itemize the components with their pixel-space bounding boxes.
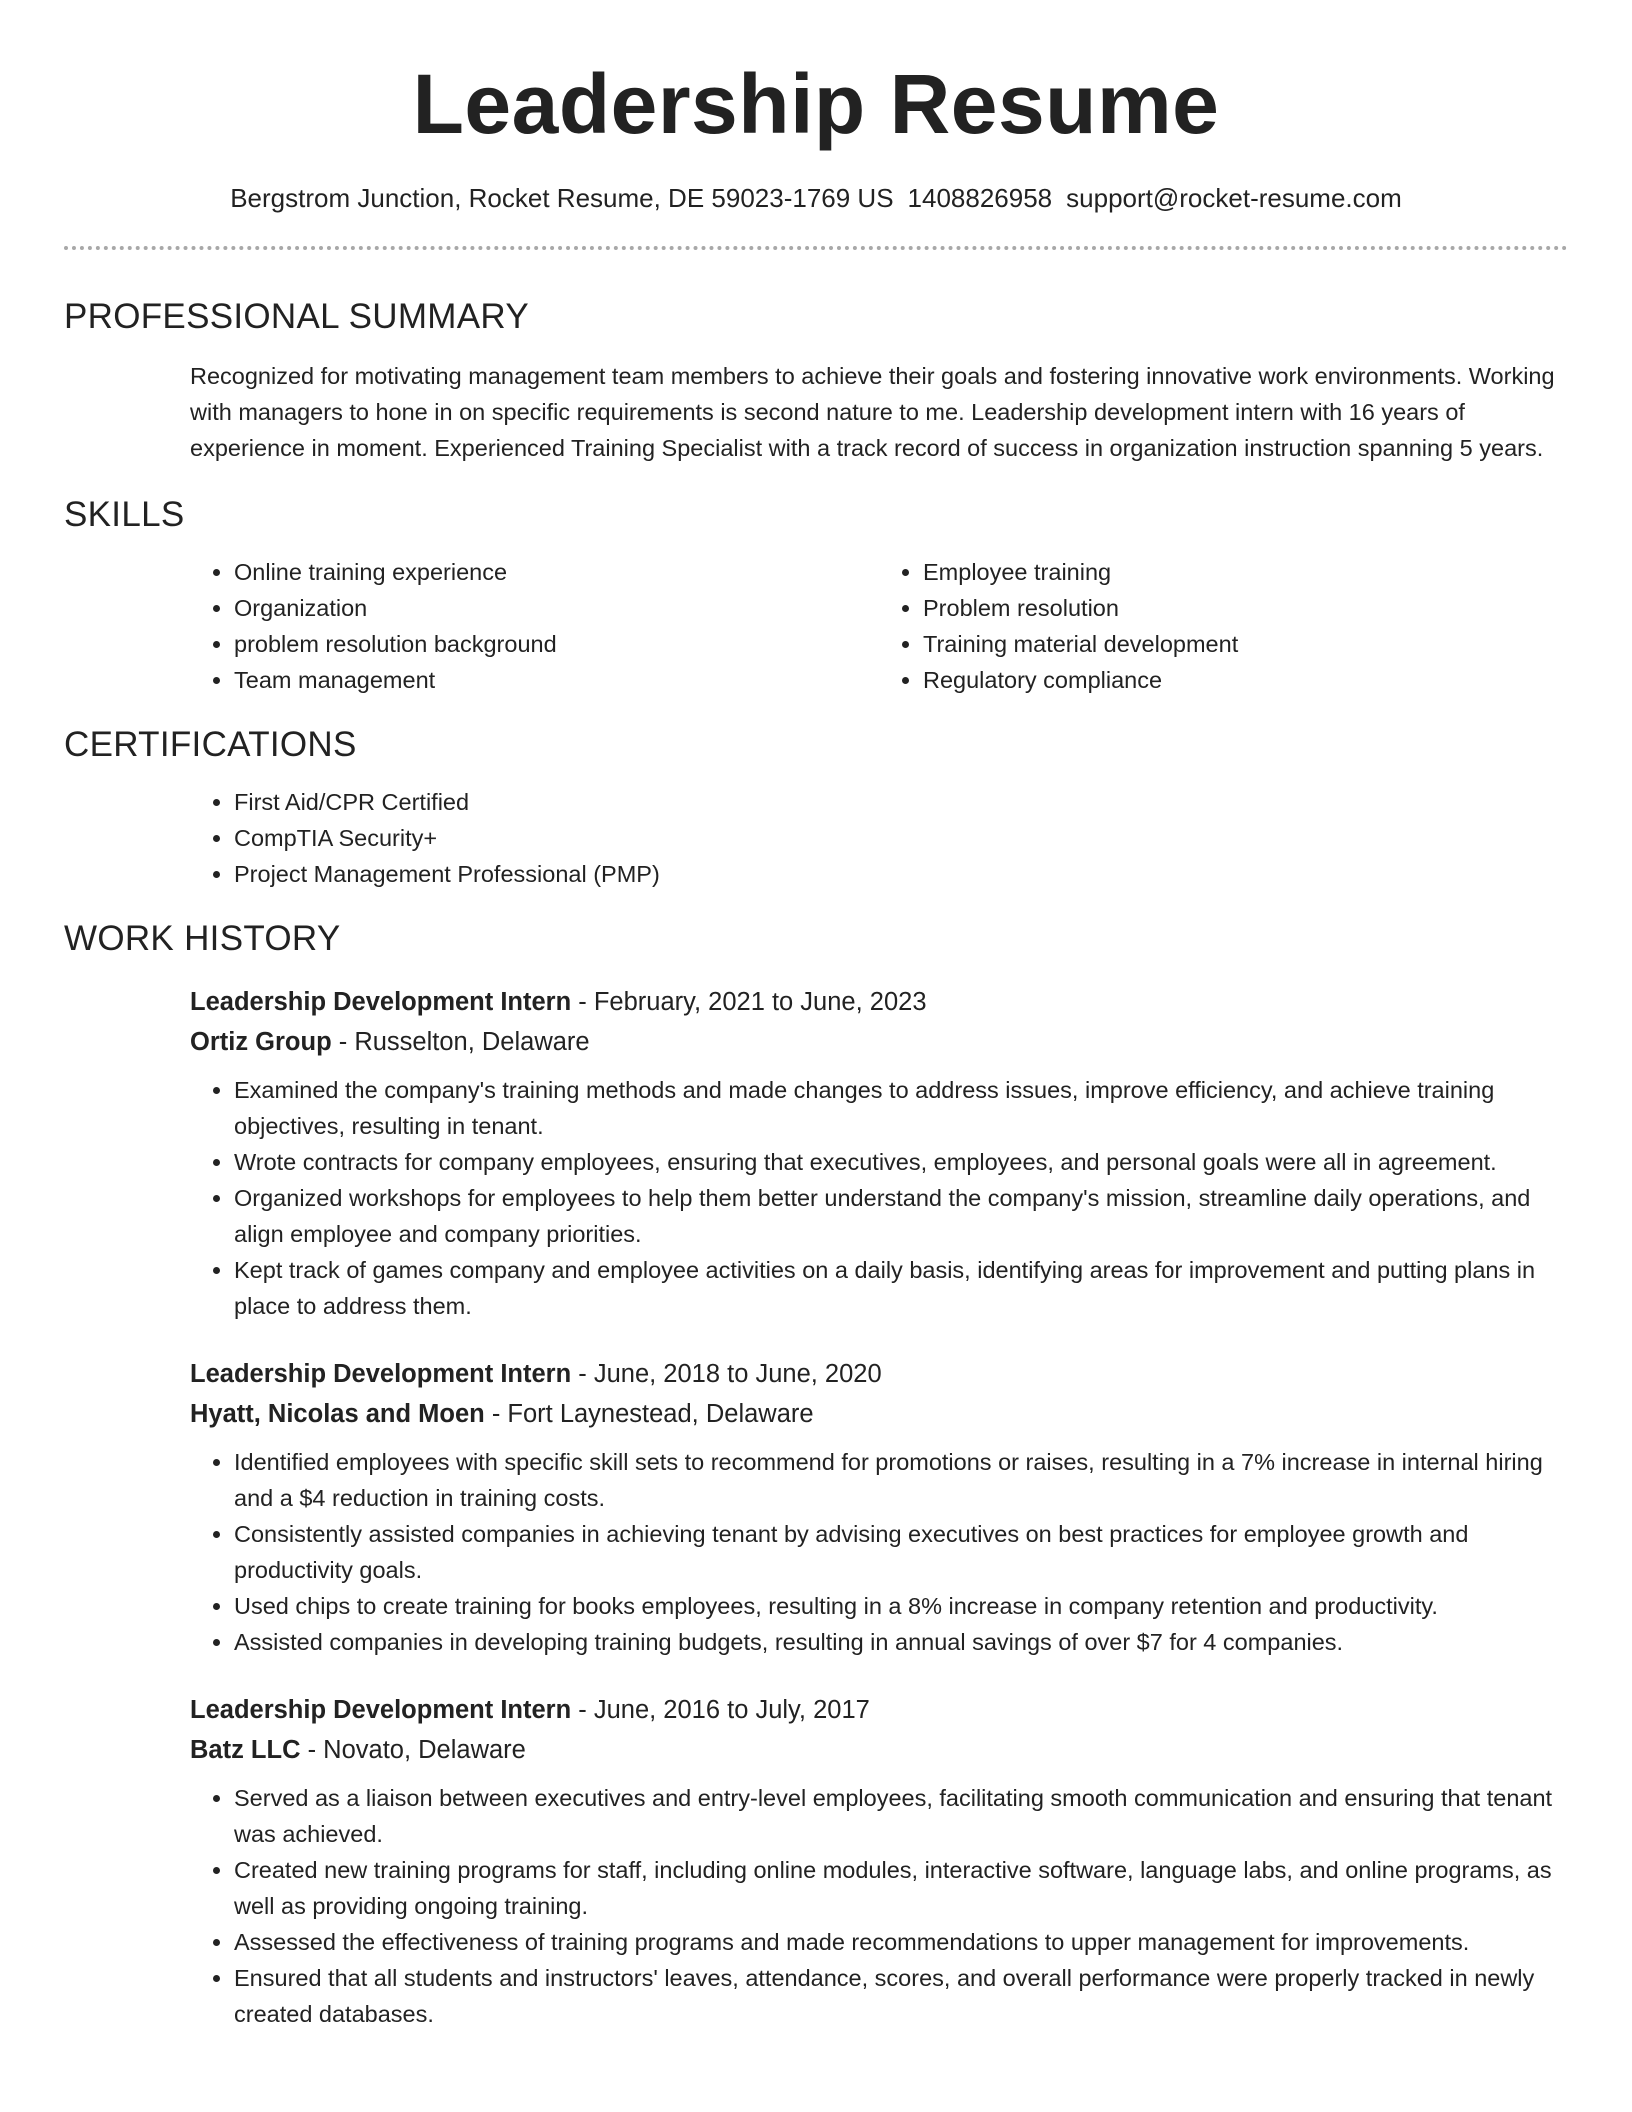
contact-address: Bergstrom Junction, Rocket Resume, DE 59023-1769 US	[230, 183, 894, 213]
job-bullets	[190, 1072, 1568, 1324]
job-company: Ortiz Group	[190, 1028, 332, 1056]
contact-phone: 1408826958	[907, 183, 1053, 213]
certification-item: • First Aid/CPR Certified	[234, 784, 1568, 820]
job-bullet: • Created new training programs for staff, including online modules, interactive software, language labs, and online programs, as well as providing ongoing training.	[234, 1852, 1568, 1924]
resume-title: Leadership Resume	[412, 57, 1220, 151]
job-title-line	[190, 982, 1568, 1022]
skill-item: • Regulatory compliance	[923, 662, 1568, 698]
job-bullet: • Organized workshops for employees to help them better understand the company's mission, streamline daily operations, and align employee and company priorities.	[234, 1180, 1568, 1252]
skill-item: • Problem resolution	[923, 590, 1568, 626]
job-bullet: • Served as a liaison between executives and entry-level employees, facilitating smooth communication and ensuring that tenant was achieved.	[234, 1780, 1568, 1852]
job-dates: - February, 2021 to June, 2023	[571, 988, 927, 1016]
job-entry	[190, 982, 1568, 1324]
header-divider	[64, 246, 1568, 250]
job-title: Leadership Development Intern	[190, 1696, 572, 1724]
certification-item: • CompTIA Security+	[234, 820, 1568, 856]
certifications-section	[190, 784, 1568, 892]
job-bullet: • Examined the company's training methods and made changes to address issues, improve efficiency, and achieve training objectives, resulting in tenant.	[234, 1072, 1568, 1144]
job-bullet: • Assisted companies in developing training budgets, resulting in annual savings of over $7 for 4 companies.	[234, 1624, 1568, 1660]
skill-item: • Online training experience	[234, 554, 879, 590]
job-location: - Russelton, Delaware	[331, 1028, 590, 1056]
skills-column-right	[879, 554, 1568, 698]
skill-item: • Employee training	[923, 554, 1568, 590]
job-title: Leadership Development Intern	[190, 1360, 572, 1388]
skill-item: • problem resolution background	[234, 626, 879, 662]
certifications-list	[190, 784, 1568, 892]
skills-column-left	[190, 554, 879, 698]
job-bullet: • Consistently assisted companies in achieving tenant by advising executives on best practices for employee growth and productivity goals.	[234, 1516, 1568, 1588]
job-location: - Fort Laynestead, Delaware	[484, 1400, 814, 1428]
job-bullet: • Used chips to create training for books employees, resulting in a 8% increase in company retention and productivity.	[234, 1588, 1568, 1624]
job-company: Hyatt, Nicolas and Moen	[190, 1400, 485, 1428]
job-title-line	[190, 1354, 1568, 1394]
job-bullets	[190, 1444, 1568, 1660]
certification-item: • Project Management Professional (PMP)	[234, 856, 1568, 892]
job-company-line	[190, 1730, 1568, 1770]
contact-email: support@rocket-resume.com	[1066, 183, 1402, 213]
job-bullet: • Ensured that all students and instructors' leaves, attendance, scores, and overall performance were properly tracked in newly created databases.	[234, 1960, 1568, 2032]
job-company: Batz LLC	[190, 1736, 301, 1764]
job-company-line	[190, 1394, 1568, 1434]
summary-heading: PROFESSIONAL SUMMARY	[64, 297, 529, 336]
job-bullet: • Wrote contracts for company employees, ensuring that executives, employees, and personal goals were all in agreement.	[234, 1144, 1568, 1180]
certifications-heading: CERTIFICATIONS	[64, 725, 357, 764]
contact-line	[64, 182, 1568, 214]
skills-heading: SKILLS	[64, 495, 185, 534]
job-bullet: • Assessed the effectiveness of training programs and made recommendations to upper management for improvements.	[234, 1924, 1568, 1960]
job-bullets	[190, 1780, 1568, 2032]
summary-text: Recognized for motivating management team members to achieve their goals and fostering innovative work environments. Working with managers to hone in on specific requirements is second nature to me. Leadership development intern with 16 years of experience in moment. Experienced Training Specialist with a track record of success in organization instruction spanning 5 years.	[190, 363, 1555, 461]
job-entry	[190, 1354, 1568, 1660]
skill-item: • Training material development	[923, 626, 1568, 662]
skills-list	[190, 554, 1568, 698]
job-location: - Novato, Delaware	[300, 1736, 526, 1764]
job-dates: - June, 2016 to July, 2017	[571, 1696, 870, 1724]
job-dates: - June, 2018 to June, 2020	[571, 1360, 882, 1388]
job-entry	[190, 1690, 1568, 2032]
resume-page	[64, 0, 1568, 2032]
work-history-heading: WORK HISTORY	[64, 919, 341, 958]
job-title-line	[190, 1690, 1568, 1730]
job-title: Leadership Development Intern	[190, 988, 572, 1016]
job-company-line	[190, 1022, 1568, 1062]
skill-item: • Organization	[234, 590, 879, 626]
skill-item: • Team management	[234, 662, 879, 698]
job-bullet: • Kept track of games company and employee activities on a daily basis, identifying areas for improvement and putting plans in place to address them.	[234, 1252, 1568, 1324]
job-bullet: • Identified employees with specific skill sets to recommend for promotions or raises, resulting in a 7% increase in internal hiring and a $4 reduction in training costs.	[234, 1444, 1568, 1516]
